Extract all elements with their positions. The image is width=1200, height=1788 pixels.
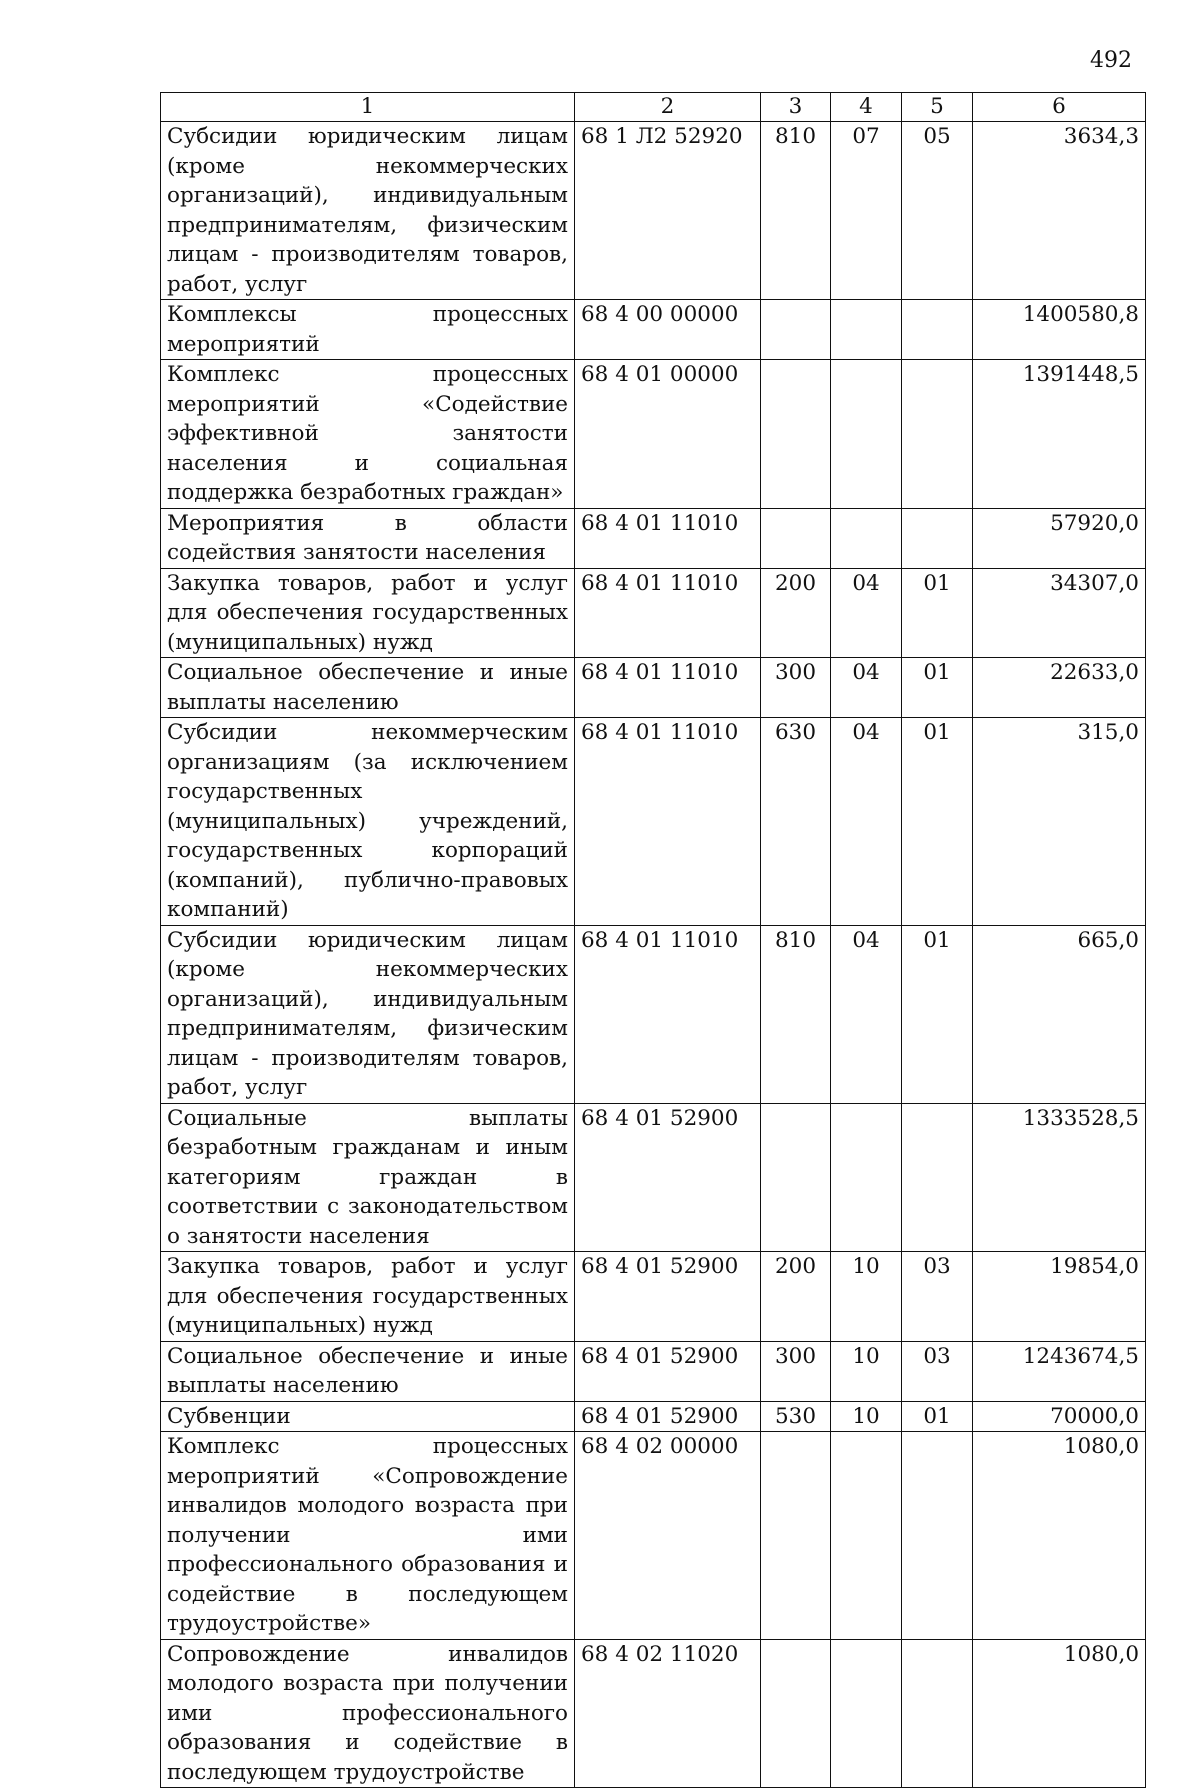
section-cell: 04: [831, 658, 902, 718]
column-header: 6: [973, 93, 1146, 122]
section-cell: [831, 300, 902, 360]
amount-cell: 1080,0: [973, 1432, 1146, 1640]
item-name-cell: Сопровождение инвалидов молодого возраста при получении ими профессионального образования и содействие в последующем трудоустройстве: [161, 1639, 575, 1788]
target-code-cell: 68 4 00 00000: [575, 300, 761, 360]
amount-cell: 57920,0: [973, 508, 1146, 568]
subsection-cell: 01: [902, 658, 973, 718]
table-body: [161, 122, 1146, 1788]
item-name-cell: Субвенции: [161, 1401, 575, 1432]
expense-type-cell: 530: [761, 1401, 831, 1432]
table-row: [161, 508, 1146, 568]
subsection-cell: 01: [902, 568, 973, 658]
subsection-cell: [902, 1639, 973, 1788]
subsection-cell: [902, 1432, 973, 1640]
page-number: 492: [1090, 48, 1132, 73]
expense-type-cell: 630: [761, 718, 831, 926]
section-cell: [831, 1639, 902, 1788]
expense-type-cell: [761, 360, 831, 509]
section-cell: 10: [831, 1341, 902, 1401]
amount-cell: 3634,3: [973, 122, 1146, 300]
subsection-cell: [902, 360, 973, 509]
target-code-cell: 68 4 02 11020: [575, 1639, 761, 1788]
subsection-cell: 05: [902, 122, 973, 300]
table-row: [161, 360, 1146, 509]
subsection-cell: [902, 1103, 973, 1252]
amount-cell: 34307,0: [973, 568, 1146, 658]
amount-cell: 70000,0: [973, 1401, 1146, 1432]
table-row: [161, 658, 1146, 718]
table-row: [161, 1639, 1146, 1788]
expense-type-cell: 300: [761, 1341, 831, 1401]
target-code-cell: 68 4 01 11010: [575, 925, 761, 1103]
table-row: [161, 925, 1146, 1103]
section-cell: 10: [831, 1401, 902, 1432]
item-name-cell: Комплекс процессных мероприятий «Содействие эффективной занятости населения и социальная поддержка безработных граждан»: [161, 360, 575, 509]
amount-cell: 1243674,5: [973, 1341, 1146, 1401]
column-header: 4: [831, 93, 902, 122]
section-cell: 04: [831, 718, 902, 926]
item-name-cell: Субсидии юридическим лицам (кроме некоммерческих организаций), индивидуальным предпринимателям, физическим лицам - производителям товаров, работ, услуг: [161, 925, 575, 1103]
subsection-cell: 03: [902, 1341, 973, 1401]
target-code-cell: 68 4 01 52900: [575, 1252, 761, 1342]
section-cell: [831, 360, 902, 509]
subsection-cell: 01: [902, 925, 973, 1103]
target-code-cell: 68 1 Л2 52920: [575, 122, 761, 300]
subsection-cell: [902, 300, 973, 360]
item-name-cell: Субсидии юридическим лицам (кроме некоммерческих организаций), индивидуальным предпринимателям, физическим лицам - производителям товаров, работ, услуг: [161, 122, 575, 300]
item-name-cell: Социальное обеспечение и иные выплаты населению: [161, 1341, 575, 1401]
expense-type-cell: 200: [761, 1252, 831, 1342]
item-name-cell: Комплексы процессных мероприятий: [161, 300, 575, 360]
expense-type-cell: 810: [761, 925, 831, 1103]
section-cell: 07: [831, 122, 902, 300]
item-name-cell: Социальное обеспечение и иные выплаты населению: [161, 658, 575, 718]
expense-type-cell: [761, 1103, 831, 1252]
subsection-cell: 01: [902, 1401, 973, 1432]
amount-cell: 1080,0: [973, 1639, 1146, 1788]
section-cell: [831, 508, 902, 568]
table-row: [161, 1432, 1146, 1640]
table-row: [161, 122, 1146, 300]
expense-type-cell: [761, 1432, 831, 1640]
column-header: 5: [902, 93, 973, 122]
budget-table: [160, 92, 1146, 1788]
item-name-cell: Комплекс процессных мероприятий «Сопровождение инвалидов молодого возраста при получении ими профессионального образования и содействие в последующем трудоустройстве»: [161, 1432, 575, 1640]
item-name-cell: Социальные выплаты безработным гражданам и иным категориям граждан в соответствии с законодательством о занятости населения: [161, 1103, 575, 1252]
amount-cell: 1333528,5: [973, 1103, 1146, 1252]
amount-cell: 665,0: [973, 925, 1146, 1103]
table-row: [161, 1341, 1146, 1401]
expense-type-cell: [761, 300, 831, 360]
target-code-cell: 68 4 01 11010: [575, 718, 761, 926]
section-cell: [831, 1432, 902, 1640]
item-name-cell: Закупка товаров, работ и услуг для обеспечения государственных (муниципальных) нужд: [161, 1252, 575, 1342]
expense-type-cell: 810: [761, 122, 831, 300]
section-cell: [831, 1103, 902, 1252]
target-code-cell: 68 4 01 11010: [575, 508, 761, 568]
table-row: [161, 300, 1146, 360]
column-header: 1: [161, 93, 575, 122]
table-row: [161, 1103, 1146, 1252]
amount-cell: 1400580,8: [973, 300, 1146, 360]
table-row: [161, 1252, 1146, 1342]
amount-cell: 315,0: [973, 718, 1146, 926]
expense-type-cell: [761, 1639, 831, 1788]
subsection-cell: 03: [902, 1252, 973, 1342]
target-code-cell: 68 4 01 11010: [575, 568, 761, 658]
header-row: [161, 93, 1146, 122]
expense-type-cell: [761, 508, 831, 568]
table-row: [161, 718, 1146, 926]
item-name-cell: Мероприятия в области содействия занятости населения: [161, 508, 575, 568]
expense-type-cell: 200: [761, 568, 831, 658]
column-header: 2: [575, 93, 761, 122]
target-code-cell: 68 4 02 00000: [575, 1432, 761, 1640]
item-name-cell: Субсидии некоммерческим организациям (за исключением государственных (муниципальных) учреждений, государственных корпораций (компаний), публично-правовых компаний): [161, 718, 575, 926]
item-name-cell: Закупка товаров, работ и услуг для обеспечения государственных (муниципальных) нужд: [161, 568, 575, 658]
target-code-cell: 68 4 01 11010: [575, 658, 761, 718]
amount-cell: 1391448,5: [973, 360, 1146, 509]
amount-cell: 19854,0: [973, 1252, 1146, 1342]
section-cell: 10: [831, 1252, 902, 1342]
target-code-cell: 68 4 01 52900: [575, 1401, 761, 1432]
subsection-cell: 01: [902, 718, 973, 926]
section-cell: 04: [831, 568, 902, 658]
column-header: 3: [761, 93, 831, 122]
table-row: [161, 568, 1146, 658]
amount-cell: 22633,0: [973, 658, 1146, 718]
subsection-cell: [902, 508, 973, 568]
target-code-cell: 68 4 01 52900: [575, 1103, 761, 1252]
target-code-cell: 68 4 01 00000: [575, 360, 761, 509]
section-cell: 04: [831, 925, 902, 1103]
expense-type-cell: 300: [761, 658, 831, 718]
target-code-cell: 68 4 01 52900: [575, 1341, 761, 1401]
table-row: [161, 1401, 1146, 1432]
